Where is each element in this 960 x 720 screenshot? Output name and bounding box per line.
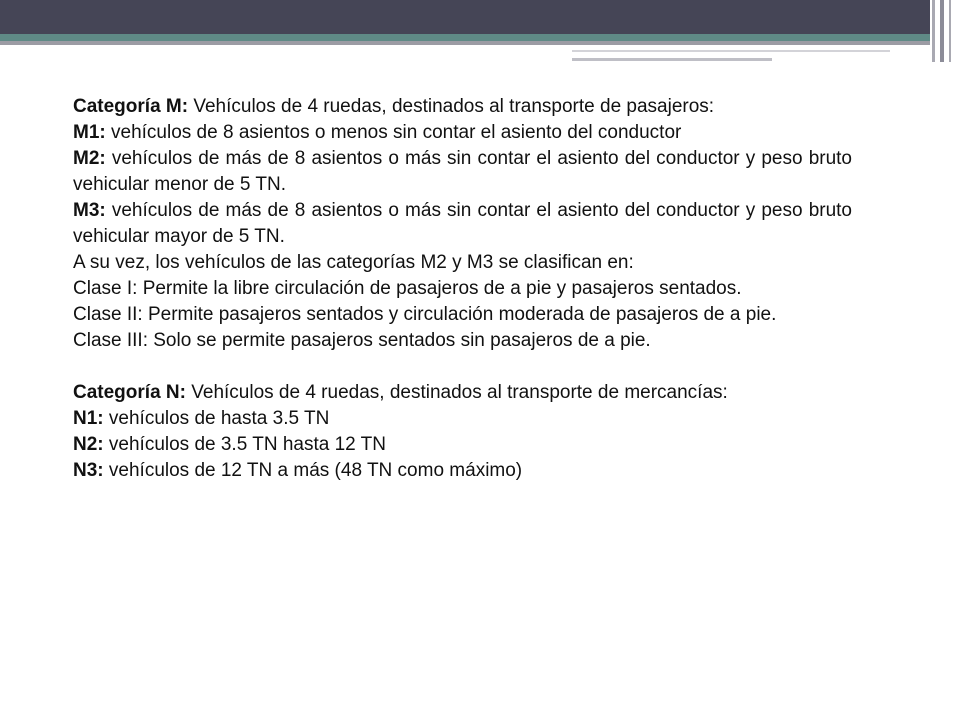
header-stripe-grey [0,41,960,45]
category-m-label: Categoría M: [73,96,189,117]
category-n-label: Categoría N: [73,382,186,403]
m2-text: vehículos de más de 8 asientos o más sin contar el asiento del conductor y peso bruto vehicular menor de 5 TN. [73,148,852,195]
section-spacer [73,354,852,380]
header-accent-line [572,50,890,52]
m2-item [73,146,852,198]
category-m-description: Vehículos de 4 ruedas, destinados al transporte de pasajeros: [188,96,715,117]
category-n-description: Vehículos de 4 ruedas, destinados al transporte de mercancías: [185,382,728,403]
ornament-line [932,0,935,62]
m1-item [73,120,852,146]
n1-label: N1: [73,408,104,429]
n1-text: vehículos de hasta 3.5 TN [103,408,330,429]
n3-label: N3: [73,460,104,481]
n1-item [73,406,852,432]
m1-label: M1: [73,122,106,143]
classes-intro: A su vez, los vehículos de las categorías M2 y M3 se clasifican en: [73,252,634,273]
m3-text: vehículos de más de 8 asientos o más sin contar el asiento del conductor y peso bruto vehicular mayor de 5 TN. [73,200,852,247]
ornament-line [940,0,944,62]
class-2: Clase II: Permite pasajeros sentados y circulación moderada de pasajeros de a pie. [73,304,777,325]
n3-item [73,458,852,484]
m1-text: vehículos de 8 asientos o menos sin contar el asiento del conductor [105,122,682,143]
header-corner-block [892,0,930,34]
n3-text: vehículos de 12 TN a más (48 TN como máximo) [103,460,523,481]
class-1: Clase I: Permite la libre circulación de pasajeros de a pie y pasajeros sentados. [73,278,742,299]
m3-label: M3: [73,200,106,221]
header-accent-line-short [572,58,772,61]
category-m-heading [73,94,852,120]
n2-text: vehículos de 3.5 TN hasta 12 TN [103,434,386,455]
m2-label: M2: [73,148,106,169]
slide-body [73,94,852,484]
header-stripe-teal [0,34,960,41]
category-n-heading [73,380,852,406]
header-right-ornament [930,0,960,62]
n2-item [73,432,852,458]
header-bar [0,0,960,34]
class-3: Clase III: Solo se permite pasajeros sentados sin pasajeros de a pie. [73,330,651,351]
m3-item [73,198,852,250]
ornament-line [949,0,951,62]
n2-label: N2: [73,434,104,455]
